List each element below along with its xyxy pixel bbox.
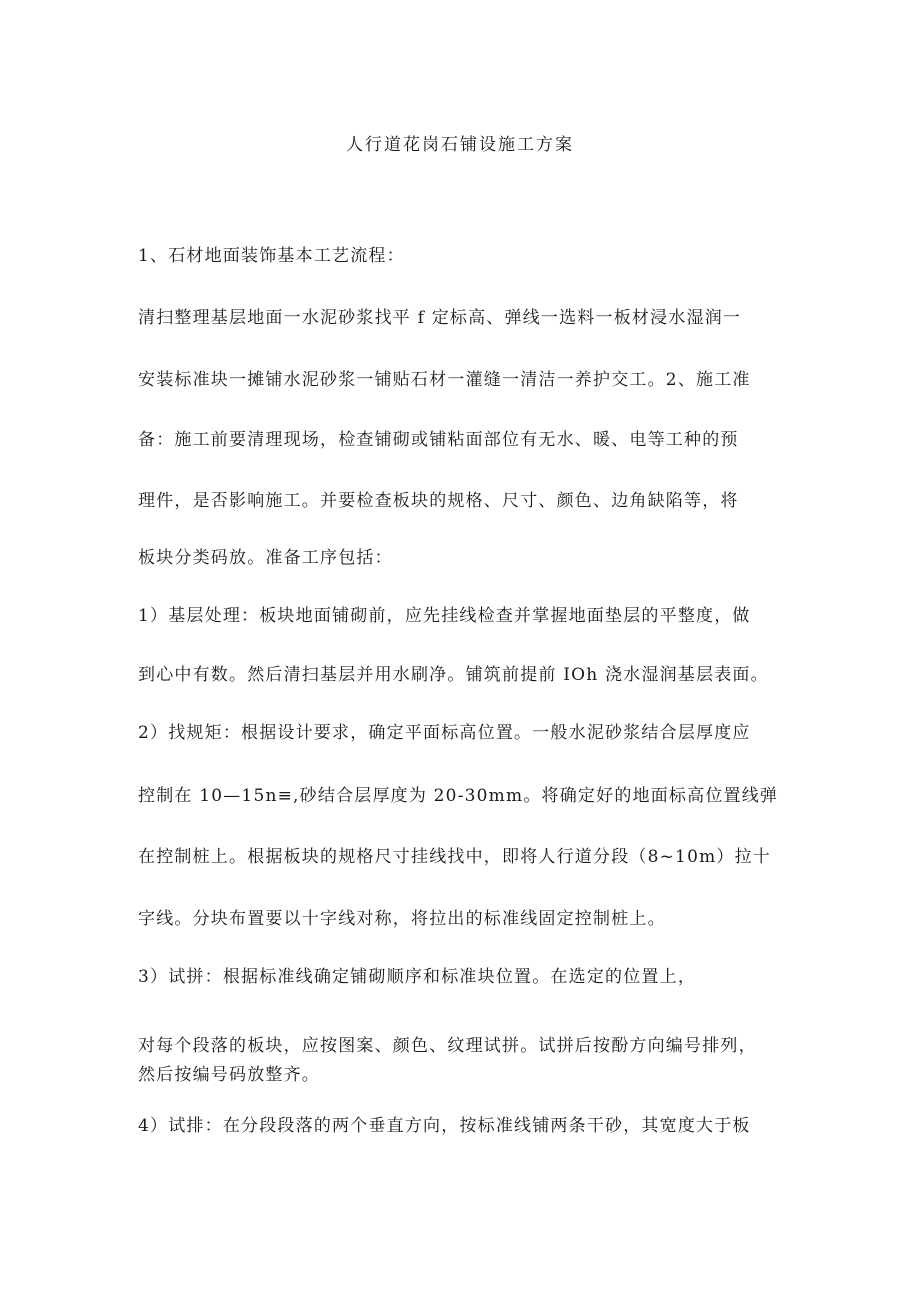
text-line: 字线。分块布置要以十字线对称，将拉出的标准线固定控制桩上。 (138, 909, 666, 929)
text-line: 4）试排：在分段段落的两个垂直方向，按标准线铺两条干砂，其宽度大于板 (138, 1116, 751, 1136)
text-line: 理件，是否影响施工。并要检查板块的规格、尺寸、颜色、边角缺陷等，将 (138, 491, 739, 511)
text-line: 控制在 10—15n≡,砂结合层厚度为 20-30mm。将确定好的地面标高位置线弹 (138, 786, 779, 806)
text-line: 然后按编号码放整齐。 (138, 1065, 320, 1085)
text-line: 到心中有数。然后清扫基层并用水刷净。铺筑前提前 IOh 浇水湿润基层表面。 (138, 665, 769, 685)
text-line: 安装标准块一摊铺水泥砂浆一铺贴石材一灌缝一清洁一养护交工。2、施工准 (138, 370, 751, 390)
text-line: 在控制桩上。根据板块的规格尺寸挂线找中，即将人行道分段（8~10m）拉十 (138, 847, 772, 867)
text-line: 1、石材地面装饰基本工艺流程： (138, 246, 405, 266)
text-line: 2）找规矩：根据设计要求，确定平面标高位置。一般水泥砂浆结合层厚度应 (138, 723, 751, 743)
text-line: 板块分类码放。准备工序包括： (138, 548, 393, 568)
text-line: 对每个段落的板块，应按图案、颜色、纹理试拼。试拼后按酚方向编号排列， (138, 1036, 757, 1056)
text-line: 3）试拼：根据标准线确定铺砌顺序和标准块位置。在选定的位置上， (138, 967, 697, 987)
text-line: 备：施工前要清理现场，检查铺砌或铺粘面部位有无水、暖、电等工种的预 (138, 430, 739, 450)
text-line: 清扫整理基层地面一水泥砂浆找平 f 定标高、弹线一选料一板材浸水湿润一 (138, 308, 742, 328)
text-line: 1）基层处理：板块地面铺砌前，应先挂线检查并掌握地面垫层的平整度，做 (138, 606, 751, 626)
document-title: 人行道花岗石铺设施工方案 (346, 135, 574, 155)
